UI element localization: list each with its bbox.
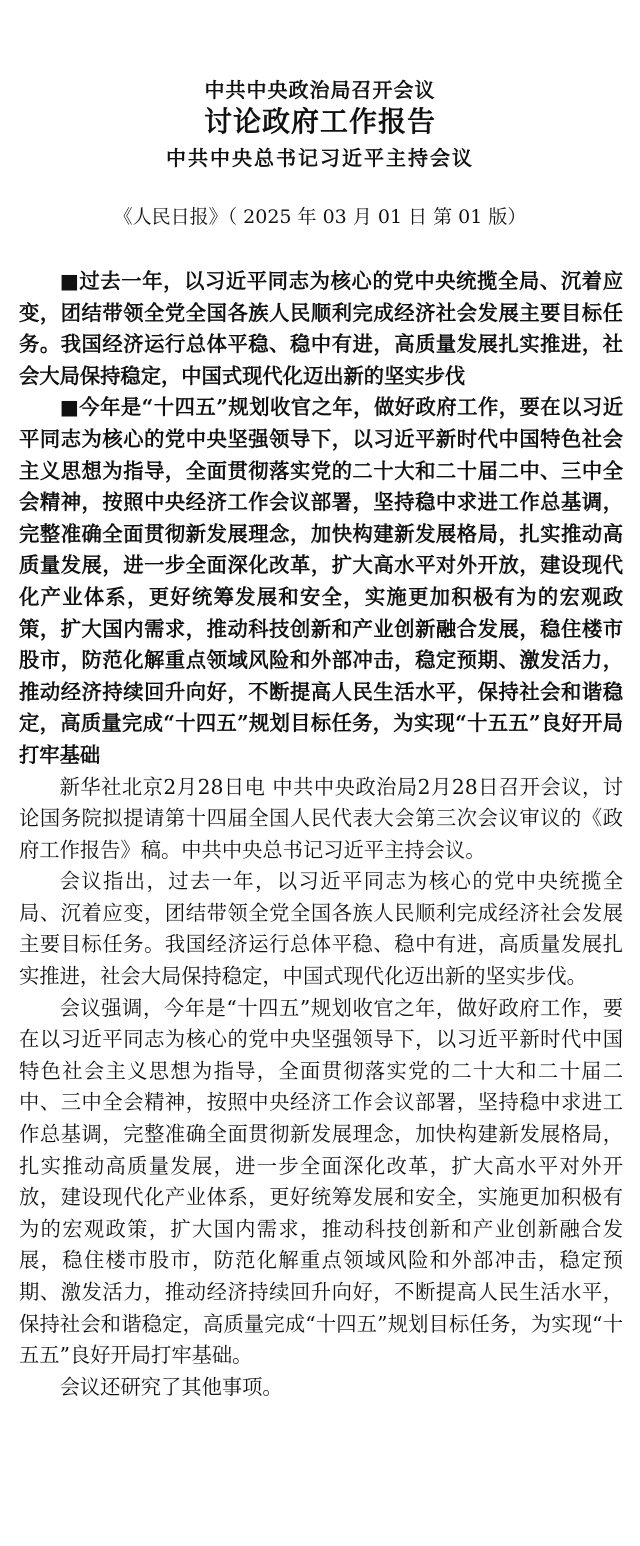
highlight-paragraph-2: ■今年是“十四五”规划收官之年，做好政府工作，要在以习近平同志为核心的党中央坚强领导下，以习近平新时代中国特色社会主义思想为指导，全面贯彻落实党的二十大和二十届二中、三中全会精神，按照中央经济工作会议部署，坚持稳中求进工作总基调，完整准确全面贯彻新发展理念，加快构建新发展格局，扎实推动高质量发展，进一步全面深化改革，扩大高水平对外开放，建设现代化产业体系，更好统筹发展和安全，实施更加积极有为的宏观政策，扩大国内需求，推动科技创新和产业创新融合发展，稳住楼市股市，防范化解重点领域风险和外部冲击，稳定预期、激发活力，推动经济持续回升向好，不断提高人民生活水平，保持社会和谐稳定，高质量完成“十四五”规划目标任务，为实现“十五五”良好开局打牢基础 bbox=[19, 395, 623, 767]
body-paragraph-dateline: 新华社北京2月28日电 中共中央政治局2月28日召开会议，讨论国务院拟提请第十四届全国人民代表大会第三次会议审议的《政府工作报告》稿。中共中央总书记习近平主持会议。 bbox=[19, 774, 623, 862]
highlight-paragraph-1: ■过去一年，以习近平同志为核心的党中央统揽全局、沉着应变，团结带领全党全国各族人民顺利完成经济社会发展主要目标任务。我国经济运行总体平稳、稳中有进，高质量发展扎实推进，社会大局保持稳定，中国式现代化迈出新的坚实步伐 bbox=[19, 269, 623, 388]
body-paragraph-meeting-noted: 会议指出，过去一年，以习近平同志为核心的党中央统揽全局、沉着应变，团结带领全党全国各族人民顺利完成经济社会发展主要目标任务。我国经济运行总体平稳、稳中有进，高质量发展扎实推进，社会大局保持稳定，中国式现代化迈出新的坚实步伐。 bbox=[19, 869, 623, 989]
article-kicker: 中共中央政治局召开会议 bbox=[204, 78, 436, 102]
article-source: 《人民日报》（ 2025 年 03 月 01 日 第 01 版） bbox=[113, 206, 527, 228]
body-paragraph-meeting-emphasized: 会议强调，今年是“十四五”规划收官之年，做好政府工作，要在以习近平同志为核心的党中央坚强领导下，以习近平新时代中国特色社会主义思想为指导，全面贯彻落实党的二十大和二十届二中、三中全会精神，按照中央经济工作会议部署，坚持稳中求进工作总基调，完整准确全面贯彻新发展理念，加快构建新发展格局，扎实推动高质量发展，进一步全面深化改革，扩大高水平对外开放，建设现代化产业体系，更好统筹发展和安全，实施更加积极有为的宏观政策，扩大国内需求，推动科技创新和产业创新融合发展，稳住楼市股市，防范化解重点领域风险和外部冲击，稳定预期、激发活力，推动经济持续回升向好，不断提高人民生活水平，保持社会和谐稳定，高质量完成“十四五”规划目标任务，为实现“十五五”良好开局打牢基础。 bbox=[19, 995, 623, 1368]
body-paragraph-closing: 会议还研究了其他事项。 bbox=[59, 1374, 283, 1399]
article-headline: 讨论政府工作报告 bbox=[203, 105, 436, 138]
article-body bbox=[19, 266, 623, 1403]
article-subhead: 中共中央总书记习近平主持会议 bbox=[166, 146, 474, 170]
